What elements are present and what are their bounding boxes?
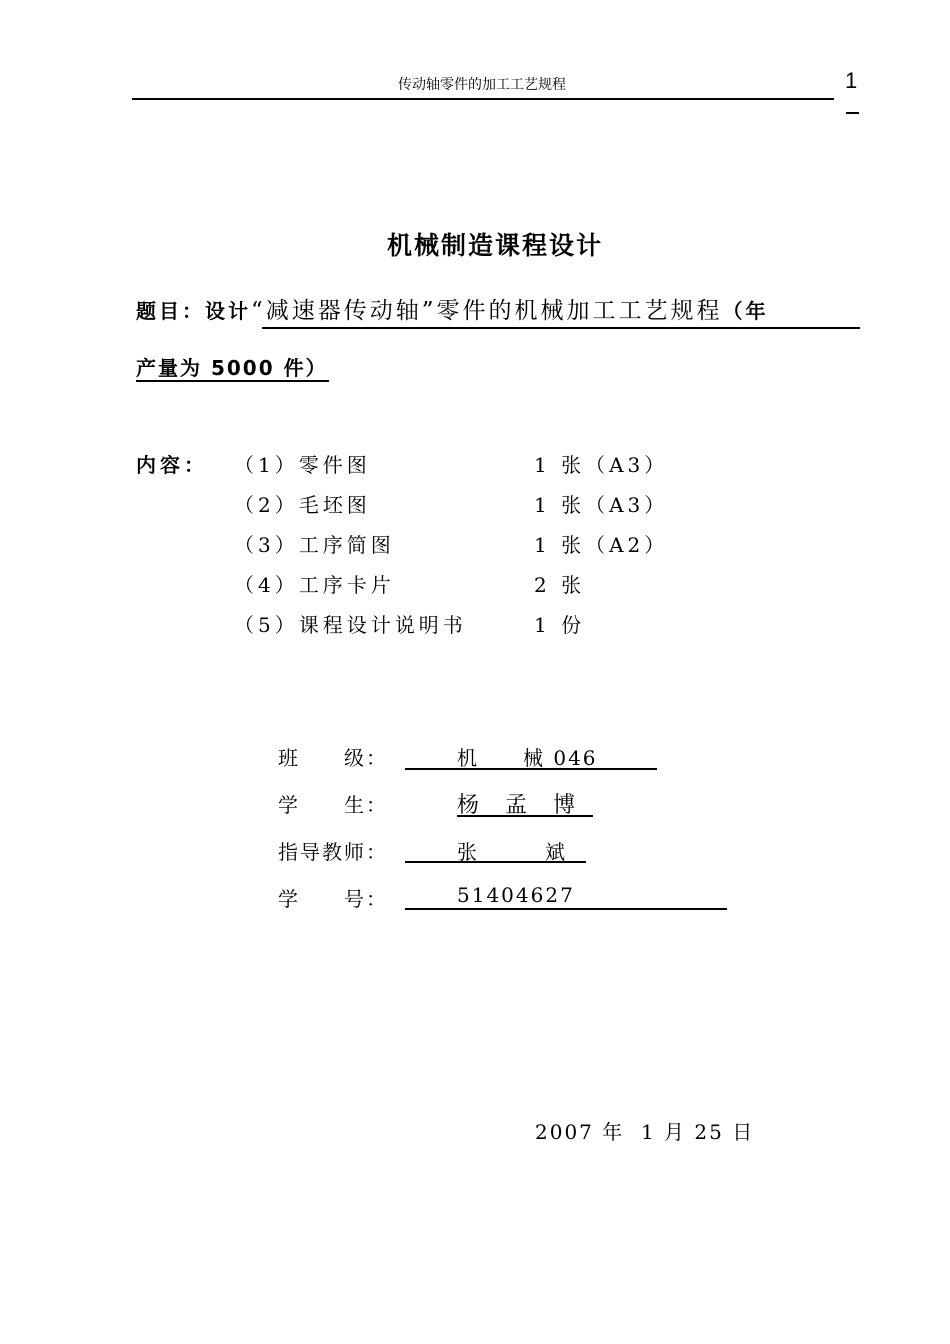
topic-underline xyxy=(262,327,860,329)
class-label: 班 级： xyxy=(278,746,388,770)
content-item-name: （1）零件图 xyxy=(234,453,371,477)
running-header-title: 传动轴零件的加工工艺规程 xyxy=(398,77,566,93)
advisor-value: 张 斌 xyxy=(457,840,567,864)
content-item-qty: 1 张（A3） xyxy=(534,453,669,477)
topic-text: “减速器传动轴”零件的机械加工工艺规程 xyxy=(251,298,723,324)
content-item-qty: 1 份 xyxy=(534,613,586,637)
content-item-name: （4）工序卡片 xyxy=(234,573,395,597)
class-value: 机 械 046 xyxy=(457,746,598,770)
student-id-value: 51404627 xyxy=(457,883,575,907)
topic-line xyxy=(136,292,769,325)
main-title: 机械制造课程设计 xyxy=(386,231,603,260)
content-item-qty: 1 张（A2） xyxy=(534,533,669,557)
student-label: 学 生： xyxy=(278,793,388,817)
student-id-label: 学 号： xyxy=(278,887,388,911)
student-id-underline xyxy=(405,908,727,910)
topic-line-2: 产量为 5000 件） xyxy=(136,356,328,380)
content-item-qty: 2 张 xyxy=(534,573,586,597)
topic-prefix: 题目：设计 xyxy=(136,299,251,323)
student-underline xyxy=(457,815,593,817)
content-item-name: （2）毛坯图 xyxy=(234,493,371,517)
page-number-dash xyxy=(846,112,859,114)
class-underline xyxy=(405,768,657,770)
content-item-qty: 1 张（A3） xyxy=(534,493,669,517)
topic-paren: （年 xyxy=(722,299,769,323)
content-item-name: （3）工序简图 xyxy=(234,533,395,557)
contents-label: 内容： xyxy=(136,453,208,477)
content-item-name: （5）课程设计说明书 xyxy=(234,613,467,637)
date: 2007 年 1 月 25 日 xyxy=(535,1120,755,1144)
student-value: 杨 孟 博 xyxy=(457,793,578,818)
page-number: 1 xyxy=(845,68,858,93)
advisor-underline xyxy=(405,861,586,863)
topic-underline-2 xyxy=(136,380,329,382)
advisor-label: 指导教师： xyxy=(278,840,388,864)
header-rule xyxy=(132,98,834,100)
